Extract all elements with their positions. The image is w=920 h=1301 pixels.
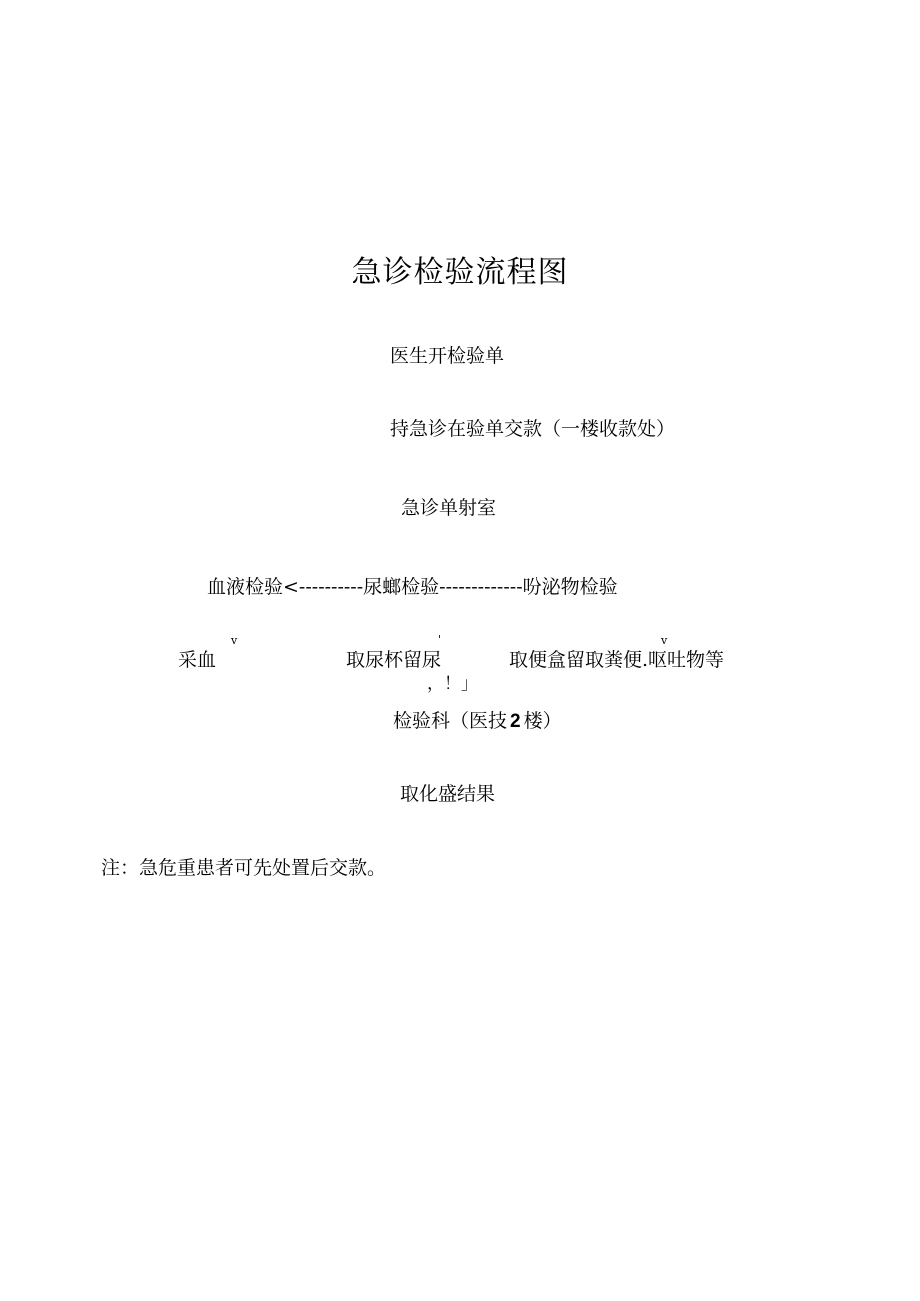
branch-connector-right: ------------- <box>439 576 523 598</box>
branch-blood-test: 血液检验 <box>207 576 284 598</box>
lab-prefix: 检验科（医技 <box>393 710 508 732</box>
collection-blood: 采血 <box>178 649 217 671</box>
collection-stool: 取便盒留取粪便.呕吐物等 <box>509 649 725 671</box>
step-result: 取化盛结果 <box>400 783 496 805</box>
step-lab <box>393 712 562 731</box>
step-room: 急诊单射室 <box>401 497 497 519</box>
step-payment: 持急诊在验单交款（一楼收款处） <box>390 418 676 440</box>
arrow-down-urine-icon: ' <box>438 633 442 646</box>
arrow-down-blood-icon: v <box>231 634 238 647</box>
branch-secretion-test: 吩泌物检验 <box>522 576 618 598</box>
arrow-down-secretion-icon: v <box>661 634 668 647</box>
step-doctor-order: 医生开检验单 <box>390 345 505 367</box>
page-title: 急诊检验流程图 <box>351 255 569 290</box>
lab-suffix: 楼） <box>523 710 562 732</box>
collection-urine: 取尿杯留尿 <box>346 649 442 671</box>
branch-urine-test: 尿螂检验 <box>363 576 440 598</box>
footnote: 注：急危重患者可先处置后交款。 <box>101 857 387 879</box>
lab-floor-number: 2 <box>510 711 521 732</box>
merge-mark: ，！」 <box>427 674 478 694</box>
branch-row <box>207 578 618 597</box>
branch-connector-left: <---------- <box>283 576 364 598</box>
